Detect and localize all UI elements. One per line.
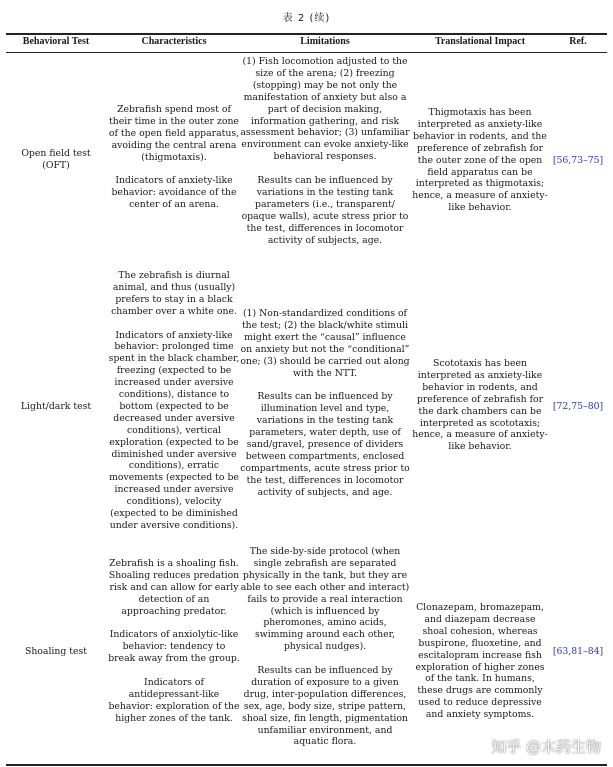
header-behavioral-test: Behavioral Test	[22, 36, 90, 47]
table-top-rule	[6, 33, 607, 35]
limitations-text: (1) Fish locomotion adjusted to the size of the arena; (2) freezing (stopping) may be not only the manifestation of anxiety but also a part of decision making, information gathering, and risk assessment behavior; (3) unfamiliar environment can evoke anxiety-like behavioral responses.	[240, 56, 410, 163]
row-shoal-ref-link[interactable]: [63,81–84]	[552, 646, 604, 657]
characteristics-text: Zebrafish is a shoaling fish. Shoaling reduces predation risk and can allow for early detection of an approaching predator.	[108, 558, 240, 617]
test-name: Shoaling test	[24, 646, 88, 657]
test-name: Open field test	[21, 148, 91, 159]
characteristics-text: Indicators of anxiolytic-like behavior: tendency to break away from the group.	[108, 629, 240, 665]
characteristics-text: The zebrafish is diurnal animal, and thus (usually) prefers to stay in a black chamber over a white one.	[111, 270, 237, 317]
watermark: 知乎 @木药生物	[491, 738, 601, 756]
header-rule	[6, 52, 607, 53]
test-name: Light/dark test	[20, 401, 92, 412]
row-ld-limitations	[240, 308, 410, 498]
header-characteristics: Characteristics	[141, 36, 207, 47]
row-ld-characteristics	[108, 270, 240, 532]
row-shoal-test	[6, 646, 106, 658]
table-caption: 表 2 (续)	[282, 13, 331, 24]
limitations-text: Results can be influenced by duration of exposure to a given drug, inter-population differences, sex, age, body size, stripe pattern, shoal size, fin length, pigmentation unfamiliar environment, and aquatic flora.	[242, 665, 408, 748]
table-bottom-rule	[6, 764, 607, 766]
row-shoal-impact: Clonazepam, bromazepam, and diazepam decrease shoal cohesion, whereas buspirone, fluoxetine, and escitalopram increase fish exploration of higher zones of the tank. In humans, these drugs are commonly used to reduce depressive and anxiety symptoms.	[415, 602, 545, 721]
characteristics-text: Indicators of anxiety-like behavior: prolonged time spent in the black chamber, freezing (expected to be increased under aversive conditions), distance to bottom (expected to be decreased under aversive conditions), vertical exploration (expected to be diminished under aversive conditions), erratic movements (expected to be increased under aversive conditions), velocity (expected to be diminished under aversive conditions).	[108, 329, 240, 532]
test-abbrev: (OFT)	[42, 159, 70, 171]
row-oft-limitations	[240, 56, 410, 246]
limitations-text: Results can be influenced by illumination level and type, variations in the testing tank parameters, water depth, use of sand/gravel, presence of dividers between compartments, enclosed compartments, acute stress prior to the test, differences in locomotor activity of subjects, and age.	[240, 391, 410, 498]
row-oft-test	[6, 148, 106, 172]
characteristics-text: Indicators of antidepressant-like behavior: exploration of the higher zones of the tank.	[108, 677, 240, 724]
header-translational-impact: Translational Impact	[434, 36, 526, 47]
limitations-text: Results can be influenced by variations in the testing tank parameters (i.e., transparent/ opaque walls), acute stress prior to the test, differences in locomotor activity of subjects, age.	[241, 175, 409, 246]
row-shoal-limitations	[240, 546, 410, 748]
row-oft-impact: Thigmotaxis has been interpreted as anxiety-like behavior in rodents, and the preference of zebrafish for the outer zone of the open field apparatus can be interpreted as thigmotaxis; hence, a measure of anxiety-like behavior.	[412, 107, 548, 214]
row-ld-impact: Scototaxis has been interpreted as anxiety-like behavior in rodents, and preference of zebrafish for the dark chambers can be interpreted as scototaxis; hence, a measure of anxiety-like behavior.	[412, 358, 548, 453]
header-limitations: Limitations	[300, 36, 350, 47]
row-oft-ref-link[interactable]: [56,73–75]	[552, 155, 604, 166]
characteristics-text: Zebrafish spend most of their time in the outer zone of the open field apparatus, avoiding the central arena (thigmotaxis).	[108, 104, 240, 163]
header-ref: Ref.	[569, 36, 587, 47]
row-ld-ref-link[interactable]: [72,75–80]	[552, 401, 604, 412]
limitations-text: The side-by-side protocol (when single zebrafish are separated physically in the tank, but they are able to see each other and interact) fails to provide a real interaction (which is influenced by pheromones, amino acids, swimming around each other, physical nudges).	[240, 546, 410, 653]
row-oft-characteristics	[108, 104, 240, 211]
row-ld-test	[6, 401, 106, 413]
characteristics-text: Indicators of anxiety-like behavior: avoidance of the center of an arena.	[111, 175, 237, 211]
limitations-text: (1) Non-standardized conditions of the test; (2) the black/white stimuli might exert the “causal” influence on anxiety but not the “conditional” one; (3) should be carried out along with the NTT.	[240, 308, 410, 379]
row-shoal-characteristics	[108, 558, 240, 725]
